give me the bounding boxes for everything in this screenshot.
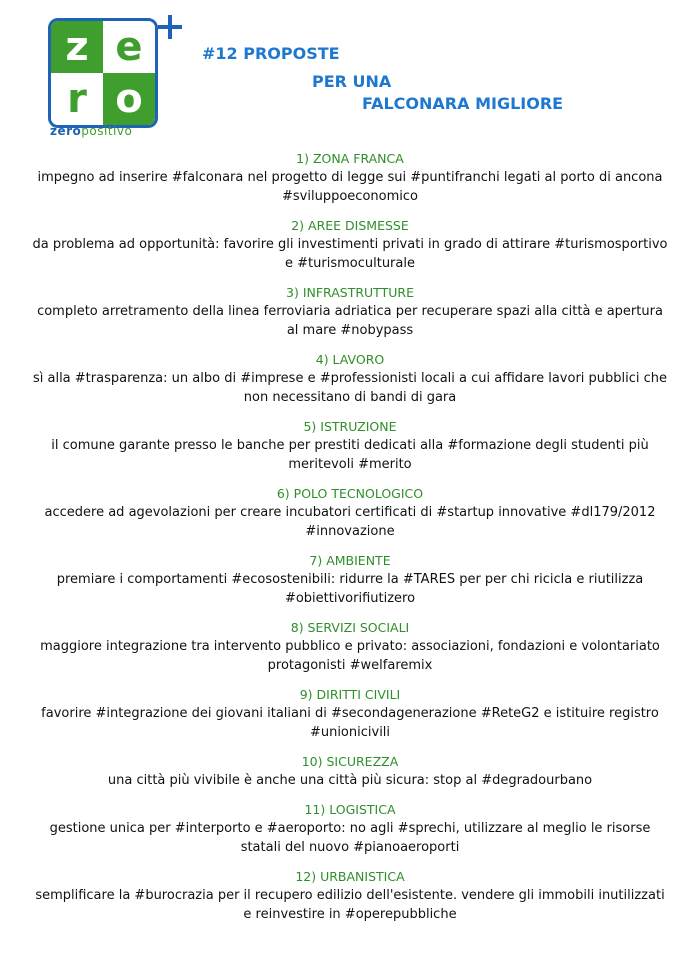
- proposal-text: impegno ad inserire #falconara nel progetto di legge sui #puntifranchi legati al porto di ancona #sviluppoeconomico: [37, 170, 663, 204]
- zeropositivo-logo: [48, 18, 160, 130]
- proposal-item: [30, 284, 670, 340]
- proposal-heading: 4) LAVORO: [315, 352, 385, 367]
- proposal-heading: 9) DIRITTI CIVILI: [299, 687, 401, 702]
- proposal-heading: 3) INFRASTRUTTURE: [286, 285, 414, 300]
- title-line-1: #12 PROPOSTE: [202, 44, 340, 63]
- brand-name-part2: positivo: [81, 124, 133, 138]
- proposal-text: gestione unica per #interporto e #aeroporto: no agli #sprechi, utilizzare al meglio le risorse statali del nuovo #pianoaeroporti: [49, 821, 651, 855]
- proposal-item: [30, 217, 670, 273]
- proposal-text: una città più vivibile è anche una città più sicura: stop al #degradourbano: [107, 773, 593, 788]
- proposal-text: maggiore integrazione tra intervento pubblico e privato: associazioni, fondazioni e volontariato protagonisti #welfaremix: [40, 639, 660, 673]
- proposal-item: [30, 552, 670, 608]
- proposal-heading: 10) SICUREZZA: [301, 754, 399, 769]
- proposal-heading: 1) ZONA FRANCA: [296, 151, 404, 166]
- proposal-text: premiare i comportamenti #ecosostenibili: ridurre la #TARES per per chi ricicla e riutilizza #obiettivorifiutizero: [56, 572, 644, 606]
- title-line-2: PER UNA: [312, 72, 392, 91]
- proposal-heading: 12) URBANISTICA: [295, 869, 405, 884]
- logo-letter-e: e: [103, 21, 155, 73]
- proposal-text: favorire #integrazione dei giovani italiani di #secondagenerazione #ReteG2 e istituire registro #unionicivili: [41, 706, 659, 740]
- brand-name-part1: zero: [50, 124, 82, 138]
- proposal-item: [30, 418, 670, 474]
- logo-letter-z: z: [51, 21, 103, 73]
- proposal-item: [30, 801, 670, 857]
- proposal-heading: 6) POLO TECNOLOGICO: [276, 486, 424, 501]
- proposal-text: sì alla #trasparenza: un albo di #imprese e #professionisti locali a cui affidare lavori pubblici che non necessitano di bandi di gara: [32, 371, 668, 405]
- proposal-heading: 8) SERVIZI SOCIALI: [290, 620, 410, 635]
- proposal-text: il comune garante presso le banche per prestiti dedicati alla #formazione degli studenti più meritevoli #merito: [51, 438, 649, 472]
- proposal-text: da problema ad opportunità: favorire gli investimenti privati in grado di attirare #turismosportivo e #turismoculturale: [32, 237, 668, 271]
- logo-letter-o: o: [103, 73, 155, 125]
- proposal-item: [30, 868, 670, 924]
- title-line-3: FALCONARA MIGLIORE: [362, 94, 564, 113]
- proposal-heading: 11) LOGISTICA: [304, 802, 396, 817]
- proposal-item: [30, 686, 670, 742]
- plus-icon: [155, 12, 185, 42]
- proposal-heading: 7) AMBIENTE: [309, 553, 391, 568]
- logo-frame: [48, 18, 158, 128]
- logo-letter-r: r: [51, 73, 103, 125]
- proposal-text: accedere ad agevolazioni per creare incubatori certificati di #startup innovative #dl179/2012 #innovazione: [44, 505, 656, 539]
- proposal-text: semplificare la #burocrazia per il recupero edilizio dell'esistente. vendere gli immobili inutilizzati e reinvestire in #operepubbliche: [35, 888, 665, 922]
- proposal-item: [30, 351, 670, 407]
- proposal-heading: 2) AREE DISMESSE: [291, 218, 409, 233]
- proposal-item: [30, 753, 670, 790]
- proposal-item: [30, 150, 670, 206]
- brand-name: [50, 124, 132, 138]
- proposal-item: [30, 619, 670, 675]
- proposal-heading: 5) ISTRUZIONE: [303, 419, 397, 434]
- proposal-list: [30, 150, 670, 935]
- proposal-item: [30, 485, 670, 541]
- proposal-text: completo arretramento della linea ferroviaria adriatica per recuperare spazi alla città e apertura al mare #nobypass: [37, 304, 663, 338]
